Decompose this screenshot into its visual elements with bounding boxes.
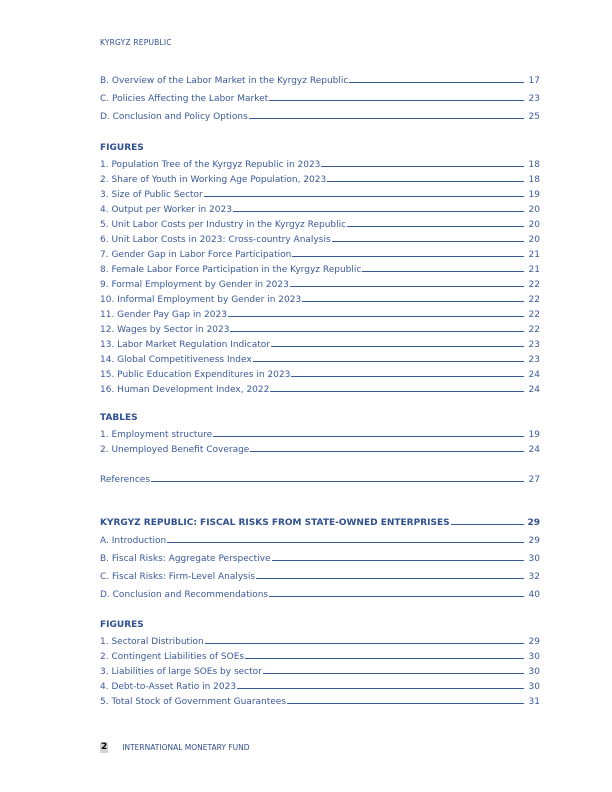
toc-entry-label: 2. Share of Youth in Working Age Population, 2023 (100, 175, 327, 185)
toc-figure-entry[interactable] (100, 321, 540, 335)
page-footer (100, 742, 250, 753)
leader-line (230, 331, 524, 332)
toc-entry-label: 4. Debt-to-Asset Ratio in 2023 (100, 682, 237, 692)
toc-entry-label: 8. Female Labor Force Participation in the Kyrgyz Republic (100, 265, 362, 275)
running-header: KYRGYZ REPUBLIC (100, 38, 172, 47)
toc-chapter-page: 29 (527, 518, 540, 528)
leader-line (451, 524, 524, 525)
toc-entry-page: 21 (528, 265, 540, 275)
leader-line (321, 166, 524, 167)
toc-entry-page: 40 (528, 590, 540, 600)
leader-line (271, 346, 524, 347)
toc-entry[interactable] (100, 72, 540, 86)
leader-line (213, 436, 524, 437)
toc-table-entry[interactable] (100, 441, 540, 455)
toc-entry[interactable] (100, 90, 540, 104)
leader-line (233, 211, 524, 212)
leader-line (291, 376, 524, 377)
toc-entry-page: 20 (528, 205, 540, 215)
leader-line (269, 100, 524, 101)
toc-entry-label: 5. Unit Labor Costs per Industry in the Kyrgyz Republic (100, 220, 347, 230)
toc-entry-page: 30 (528, 682, 540, 692)
toc-entry-page: 31 (528, 697, 540, 707)
leader-line (270, 391, 524, 392)
leader-line (287, 703, 524, 704)
leader-line (151, 481, 524, 482)
toc-entry-label: 2. Contingent Liabilities of SOEs (100, 652, 245, 662)
leader-line (228, 316, 524, 317)
toc-entry[interactable] (100, 568, 540, 582)
toc-entry-label: 5. Total Stock of Government Guarantees (100, 697, 287, 707)
toc-figure-entry[interactable] (100, 648, 540, 662)
figures-heading: FIGURES (100, 143, 144, 153)
toc-entry-page: 19 (528, 430, 540, 440)
leader-line (253, 361, 524, 362)
toc-entry-page: 18 (528, 175, 540, 185)
tables-heading: TABLES (100, 413, 138, 423)
toc-chapter-label: KYRGYZ REPUBLIC: FISCAL RISKS FROM STATE-OWNED ENTERPRISES (100, 518, 450, 528)
toc-entry-page: 32 (528, 572, 540, 582)
leader-line (332, 241, 524, 242)
toc-entry-page: 24 (528, 385, 540, 395)
toc-entry-label: A. Introduction (100, 536, 167, 546)
toc-entry-label: 12. Wages by Sector in 2023 (100, 325, 230, 335)
toc-figure-entry[interactable] (100, 366, 540, 380)
toc-figure-entry[interactable] (100, 291, 540, 305)
toc-table-entry[interactable] (100, 426, 540, 440)
toc-entry-label: 14. Global Competitiveness Index (100, 355, 252, 365)
leader-line (347, 226, 524, 227)
toc-entry-page: 21 (528, 250, 540, 260)
toc-entry-page: 22 (528, 280, 540, 290)
leader-line (302, 301, 524, 302)
toc-figure-entry[interactable] (100, 336, 540, 350)
leader-line (327, 181, 524, 182)
leader-line (269, 596, 524, 597)
leader-line (204, 196, 524, 197)
toc-entry[interactable] (100, 550, 540, 564)
toc-entry-label: 2. Unemployed Benefit Coverage (100, 445, 250, 455)
toc-figure-entry[interactable] (100, 381, 540, 395)
leader-line (362, 271, 524, 272)
leader-line (167, 542, 524, 543)
leader-line (292, 256, 524, 257)
toc-entry-label: 4. Output per Worker in 2023 (100, 205, 232, 215)
toc-entry-label: C. Fiscal Risks: Firm-Level Analysis (100, 572, 256, 582)
toc-entry-label: D. Conclusion and Policy Options (100, 112, 248, 122)
toc-entry-label: 1. Population Tree of the Kyrgyz Republic in 2023 (100, 160, 321, 170)
leader-line (245, 658, 524, 659)
toc-entry-label: B. Fiscal Risks: Aggregate Perspective (100, 554, 271, 564)
leader-line (290, 286, 524, 287)
toc-figure-entry[interactable] (100, 351, 540, 365)
toc-entry-page: 29 (528, 536, 540, 546)
toc-figure-entry[interactable] (100, 693, 540, 707)
toc-entry-page: 22 (528, 295, 540, 305)
toc-references-entry[interactable] (100, 471, 540, 485)
leader-line (349, 82, 524, 83)
toc-entry-page: 18 (528, 160, 540, 170)
toc-entry-page: 29 (528, 637, 540, 647)
toc-figure-entry[interactable] (100, 276, 540, 290)
toc-entry-label: 10. Informal Employment by Gender in 2023 (100, 295, 302, 305)
toc-figure-entry[interactable] (100, 171, 540, 185)
toc-entry-page: 20 (528, 220, 540, 230)
toc-entry-page: 30 (528, 554, 540, 564)
toc-entry-label: 13. Labor Market Regulation Indicator (100, 340, 270, 350)
toc-figure-entry[interactable] (100, 633, 540, 647)
page-number: 2 (101, 742, 108, 752)
toc-figure-entry[interactable] (100, 306, 540, 320)
toc-entry-page: 24 (528, 445, 540, 455)
toc-entry-label: D. Conclusion and Recommendations (100, 590, 269, 600)
toc-entry-label: 11. Gender Pay Gap in 2023 (100, 310, 227, 320)
toc-entry-label: 16. Human Development Index, 2022 (100, 385, 270, 395)
toc-entry-label: 6. Unit Labor Costs in 2023: Cross-country Analysis (100, 235, 331, 245)
toc-entry[interactable] (100, 532, 540, 546)
leader-line (205, 643, 524, 644)
toc-figure-entry[interactable] (100, 678, 540, 692)
leader-line (272, 560, 524, 561)
toc-entry-label: 1. Sectoral Distribution (100, 637, 204, 647)
toc-figure-entry[interactable] (100, 261, 540, 275)
toc-chapter-entry[interactable] (100, 514, 540, 528)
toc-entry-page: 22 (528, 325, 540, 335)
toc-entry-label: References (100, 475, 151, 485)
figures-heading: FIGURES (100, 620, 144, 630)
leader-line (250, 451, 524, 452)
toc-figure-entry[interactable] (100, 231, 540, 245)
toc-entry-label: B. Overview of the Labor Market in the Kyrgyz Republic (100, 76, 349, 86)
leader-line (249, 118, 524, 119)
toc-entry-label: 1. Employment structure (100, 430, 213, 440)
toc-entry-label: 3. Size of Public Sector (100, 190, 203, 200)
toc-entry-page: 19 (528, 190, 540, 200)
toc-entry[interactable] (100, 586, 540, 600)
toc-entry-page: 30 (528, 652, 540, 662)
toc-entry-page: 22 (528, 310, 540, 320)
toc-figure-entry[interactable] (100, 186, 540, 200)
publisher-name: INTERNATIONAL MONETARY FUND (122, 743, 250, 752)
leader-line (237, 688, 524, 689)
toc-figure-entry[interactable] (100, 201, 540, 215)
toc-entry-page: 24 (528, 370, 540, 380)
toc-entry-page: 23 (528, 355, 540, 365)
leader-line (263, 673, 524, 674)
toc-figure-entry[interactable] (100, 663, 540, 677)
toc-entry-page: 27 (528, 475, 540, 485)
toc-figure-entry[interactable] (100, 216, 540, 230)
toc-entry-page: 20 (528, 235, 540, 245)
toc-entry-label: 15. Public Education Expenditures in 2023 (100, 370, 291, 380)
toc-entry-page: 23 (528, 340, 540, 350)
toc-entry-page: 25 (528, 112, 540, 122)
toc-entry[interactable] (100, 108, 540, 122)
toc-figure-entry[interactable] (100, 156, 540, 170)
toc-entry-label: 9. Formal Employment by Gender in 2023 (100, 280, 289, 290)
leader-line (256, 578, 524, 579)
toc-figure-entry[interactable] (100, 246, 540, 260)
toc-entry-page: 30 (528, 667, 540, 677)
toc-entry-label: 3. Liabilities of large SOEs by sector (100, 667, 262, 677)
toc-entry-page: 17 (528, 76, 540, 86)
toc-entry-label: 7. Gender Gap in Labor Force Participation (100, 250, 292, 260)
toc-entry-label: C. Policies Affecting the Labor Market (100, 94, 269, 104)
toc-entry-page: 23 (528, 94, 540, 104)
